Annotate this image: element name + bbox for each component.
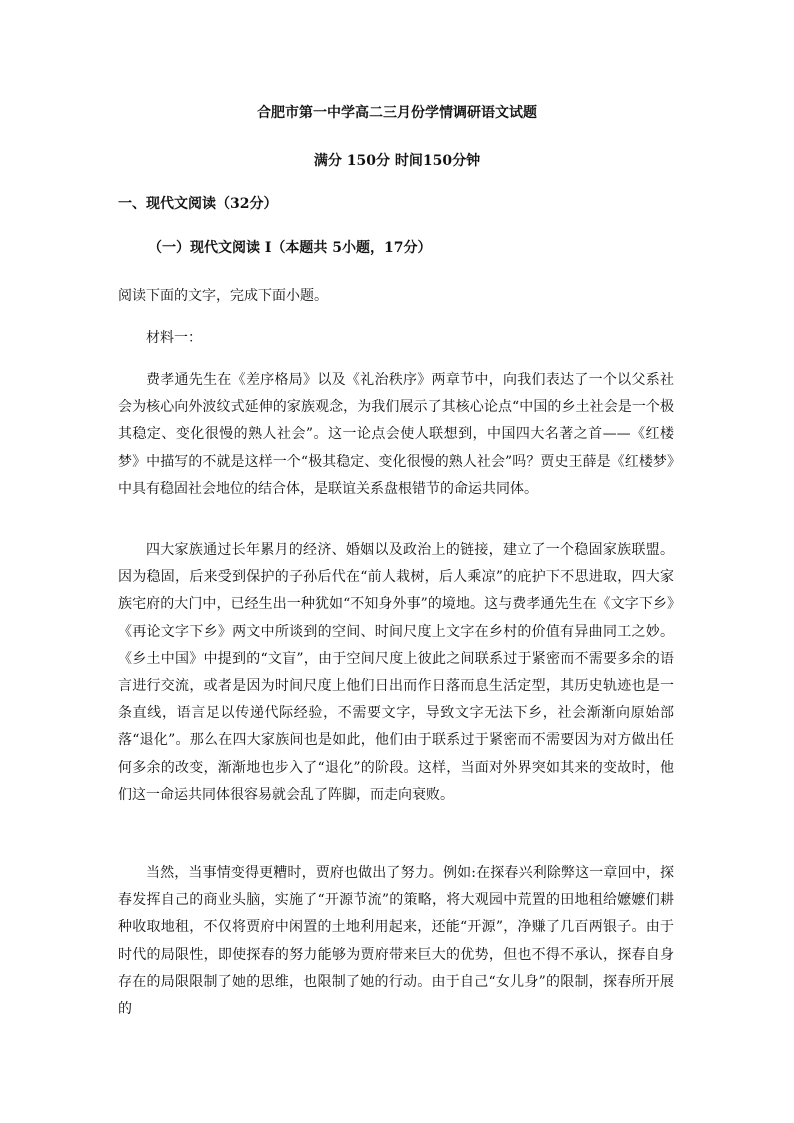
exam-subtitle: 满分 150分 时间150分钟 (313, 153, 481, 169)
paragraph-2: 四大家族通过长年累月的经济、婚姻以及政治上的链接，建立了一个稳固家族联盟。因为稳固，后来受到保护的子孙后代在“前人栽树，后人乘凉”的庇护下不思进取，四大家族宅府的大门中，已经生出一种犹如“不知身外事”的境地。这与费孝通先生在《文字下乡》《再论文字下乡》两文中所谈到的空间、时间尺度上文字在乡村的价值有异曲同工之妙。《乡土中国》中提到的“文盲”，由于空间尺度上彼此之间联系过于紧密而不需要多余的语言进行交流，或者是因为时间尺度上他们日出而作日落而息生活定型，其历史轨迹也是一条直线，语言足以传递代际经验，不需要文字，导致文字无法下乡，社会渐渐向原始部落“退化”。那么在四大家族间也是如此，他们由于联系过于紧密而不需要因为对方做出任何多余的改变，渐渐地也步入了“退化”的阶段。这样，当面对外界突如其来的变故时，他们这一命运共同体很容易就会乱了阵脚，而走向衰败。 (118, 542, 674, 803)
section-heading: 一、现代文阅读（32分） (118, 196, 278, 212)
material-label: 材料一： (146, 330, 202, 346)
instruction-text: 阅读下面的文字，完成下面小题。 (118, 288, 328, 304)
paragraph-1: 费孝通先生在《差序格局》以及《礼治秩序》两章节中，向我们表达了一个以父系社会为核心向外波纹式延伸的家族观念，为我们展示了其核心论点“中国的乡土社会是一个极其稳定、变化很慢的熟人社会”。这一论点会使人联想到，中国四大名著之首——《红楼梦》中描写的不就是这样一个“极其稳定、变化很慢的熟人社会”吗？贾史王薛是《红楼梦》中具有稳固社会地位的结合体，是联谊关系盘根错节的命运共同体。 (118, 372, 674, 497)
exam-title: 合肥市第一中学高二三月份学情调研语文试题 (257, 105, 537, 121)
paragraph-3: 当然，当事情变得更糟时，贾府也做出了努力。例如:在探春兴利除弊这一章回中，探春发挥自己的商业头脑，实施了“开源节流”的策略，将大观园中荒置的田地租给嬷嬷们耕种收取地租，不仅将贾府中闲置的土地利用起来，还能“开源”，净赚了几百两银子。由于时代的局限性，即使探春的努力能够为贾府带来巨大的优势，但也不得不承认，探春自身存在的局限限制了她的思维，也限制了她的行动。由于自己“女儿身”的限制，探春所开展的 (118, 865, 674, 1018)
subsection-heading: （一）现代文阅读 I（本题共 5小题，17分） (148, 240, 432, 256)
